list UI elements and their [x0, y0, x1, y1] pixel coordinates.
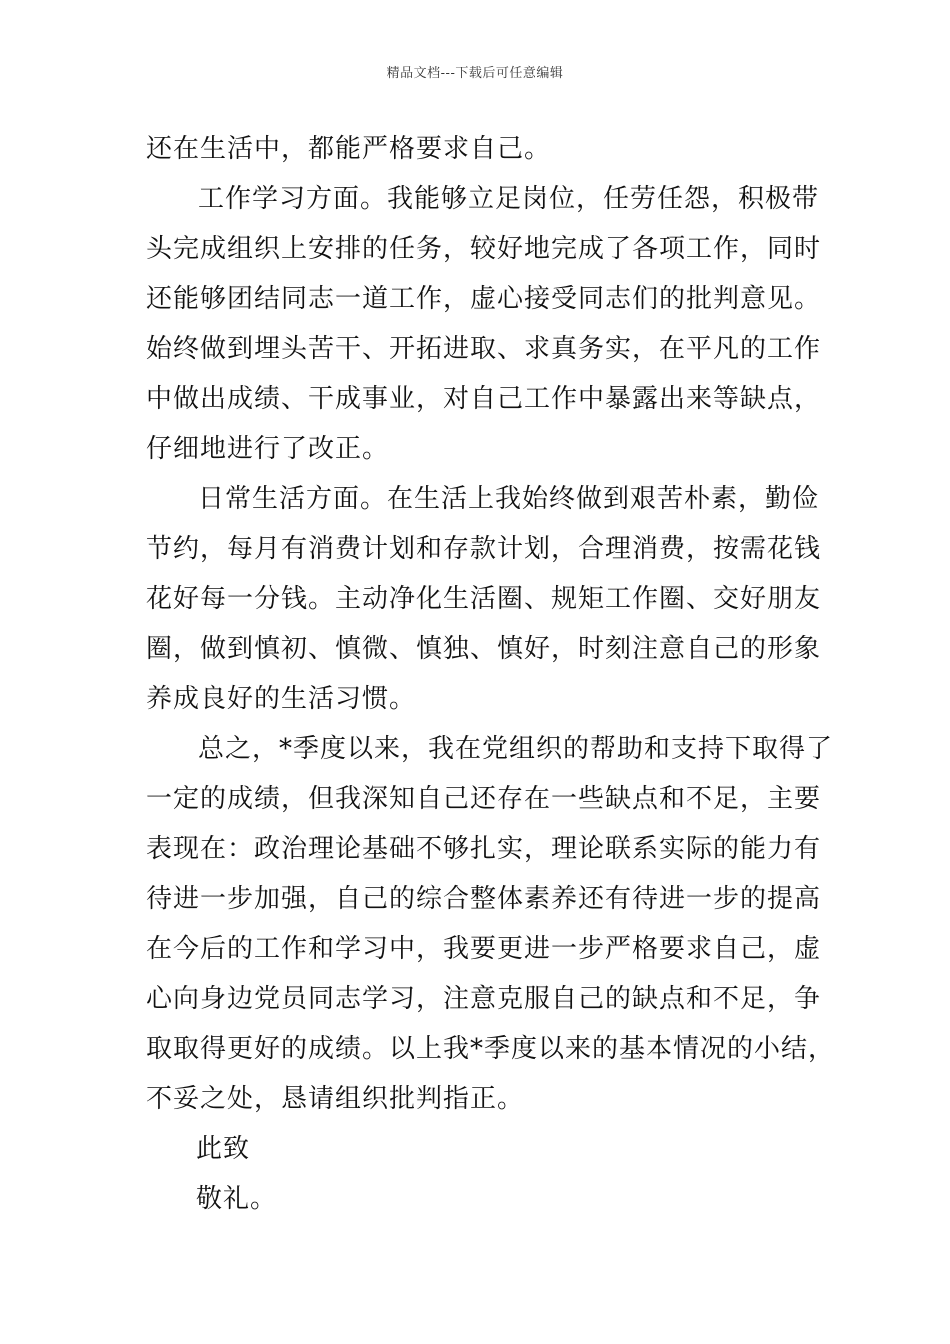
- body-line: 始终做到埋头苦干、开拓进取、求真务实，在平凡的工作: [146, 334, 822, 364]
- body-line: 表现在：政治理论基础不够扎实，理论联系实际的能力有: [146, 834, 822, 864]
- body-line: 节约，每月有消费计划和存款计划，合理消费，按需花钱: [146, 534, 822, 564]
- body-line: 不妥之处，恳请组织批判指正。: [146, 1084, 525, 1114]
- paragraph-first-line: 日常生活方面。在生活上我始终做到艰苦朴素，勤俭: [198, 484, 820, 514]
- body-line: 养成良好的生活习惯。: [146, 684, 417, 714]
- body-line: 取取得更好的成绩。以上我*季度以来的基本情况的小结，: [146, 1034, 836, 1064]
- body-line: 还能够团结同志一道工作，虚心接受同志们的批判意见。: [146, 284, 822, 314]
- body-line: 仔细地进行了改正。: [146, 434, 390, 464]
- paragraph-first-line: 工作学习方面。我能够立足岗位，任劳任怨，积极带: [198, 184, 820, 214]
- page-header: 精品文档---下载后可任意编辑: [386, 66, 564, 81]
- paragraph-first-line: 总之，*季度以来，我在党组织的帮助和支持下取得了: [198, 734, 834, 764]
- closing-regards: 敬礼。: [196, 1184, 278, 1214]
- body-line: 心向身边党员同志学习，注意克服自己的缺点和不足，争: [146, 984, 822, 1014]
- body-line: 在今后的工作和学习中，我要更进一步严格要求自己，虚: [146, 934, 822, 964]
- body-line: 圈，做到慎初、慎微、慎独、慎好，时刻注意自己的形象: [146, 634, 822, 664]
- body-line: 还在生活中，都能严格要求自己。: [146, 134, 552, 164]
- body-line: 头完成组织上安排的任务，较好地完成了各项工作，同时: [146, 234, 822, 264]
- body-line: 一定的成绩，但我深知自己还存在一些缺点和不足，主要: [146, 784, 822, 814]
- body-line: 待进一步加强，自己的综合整体素养还有待进一步的提高: [146, 884, 822, 914]
- body-line: 中做出成绩、干成事业，对自己工作中暴露出来等缺点，: [146, 384, 822, 414]
- body-line: 花好每一分钱。主动净化生活圈、规矩工作圈、交好朋友: [146, 584, 822, 614]
- closing-salutation: 此致: [196, 1134, 251, 1164]
